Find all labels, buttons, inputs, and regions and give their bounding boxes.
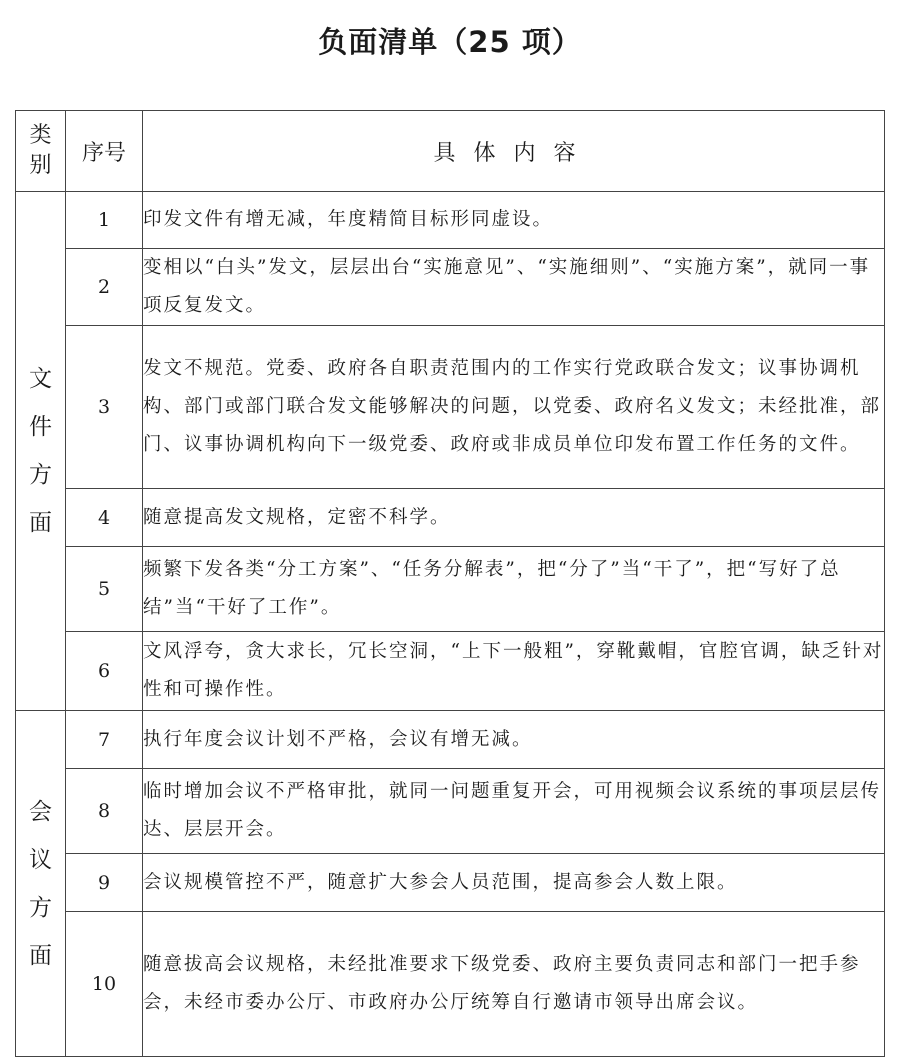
category-meetings (16, 711, 66, 1057)
item-number: 9 (66, 854, 143, 912)
number-header: 序号 (66, 111, 143, 192)
item-text: 文风浮夸，贪大求长，冗长空洞，“上下一般粗”，穿靴戴帽，官腔官调，缺乏针对性和可操作性。 (143, 632, 885, 711)
category-char: 面 (29, 510, 52, 536)
table-row (16, 326, 885, 489)
item-text: 变相以“白头”发文，层层出台“实施意见”、“实施细则”、“实施方案”，就同一事项反复发文。 (143, 249, 885, 326)
category-char: 方 (29, 894, 52, 921)
category-char: 议 (29, 846, 52, 873)
item-number: 1 (66, 192, 143, 249)
item-text: 临时增加会议不严格审批，就同一问题重复开会，可用视频会议系统的事项层层传达、层层开会。 (143, 769, 885, 854)
category-header-line1: 类 (29, 123, 52, 148)
item-number: 2 (66, 249, 143, 326)
table-row (16, 192, 885, 249)
table-row (16, 711, 885, 769)
item-number: 8 (66, 769, 143, 854)
category-files (16, 192, 66, 711)
item-text: 随意提高发文规格，定密不科学。 (143, 489, 885, 547)
item-text: 频繁下发各类“分工方案”、“任务分解表”，把“分了”当“干了”，把“写好了总结”当“干好了工作”。 (143, 547, 885, 632)
table-row (16, 854, 885, 912)
table-row (16, 249, 885, 326)
category-char: 件 (29, 414, 52, 440)
item-text: 会议规模管控不严，随意扩大参会人员范围，提高参会人数上限。 (143, 854, 885, 912)
category-header (16, 111, 66, 192)
item-text: 执行年度会议计划不严格，会议有增无减。 (143, 711, 885, 769)
table-row (16, 912, 885, 1057)
content-header: 具体内容 (143, 111, 885, 192)
category-char: 方 (29, 462, 52, 488)
item-number: 4 (66, 489, 143, 547)
category-header-line2: 别 (29, 153, 52, 178)
category-char: 文 (29, 366, 52, 392)
item-text: 印发文件有增无减，年度精简目标形同虚设。 (143, 192, 885, 249)
table-row (16, 632, 885, 711)
item-number: 3 (66, 326, 143, 489)
header-row (16, 111, 885, 192)
negative-list-table (15, 110, 885, 1057)
item-number: 10 (66, 912, 143, 1057)
table-row (16, 489, 885, 547)
table-row (16, 769, 885, 854)
item-number: 6 (66, 632, 143, 711)
item-number: 5 (66, 547, 143, 632)
table-row (16, 547, 885, 632)
item-text: 发文不规范。党委、政府各自职责范围内的工作实行党政联合发文；议事协调机构、部门或部门联合发文能够解决的问题，以党委、政府名义发文；未经批准，部门、议事协调机构向下一级党委、政府或非成员单位印发布置工作任务的文件。 (143, 326, 885, 489)
category-char: 面 (29, 942, 52, 969)
page-title: 负面清单（25 项） (318, 25, 582, 59)
item-text: 随意拔高会议规格，未经批准要求下级党委、政府主要负责同志和部门一把手参会，未经市委办公厅、市政府办公厅统筹自行邀请市领导出席会议。 (143, 912, 885, 1057)
category-char: 会 (29, 798, 52, 825)
item-number: 7 (66, 711, 143, 769)
